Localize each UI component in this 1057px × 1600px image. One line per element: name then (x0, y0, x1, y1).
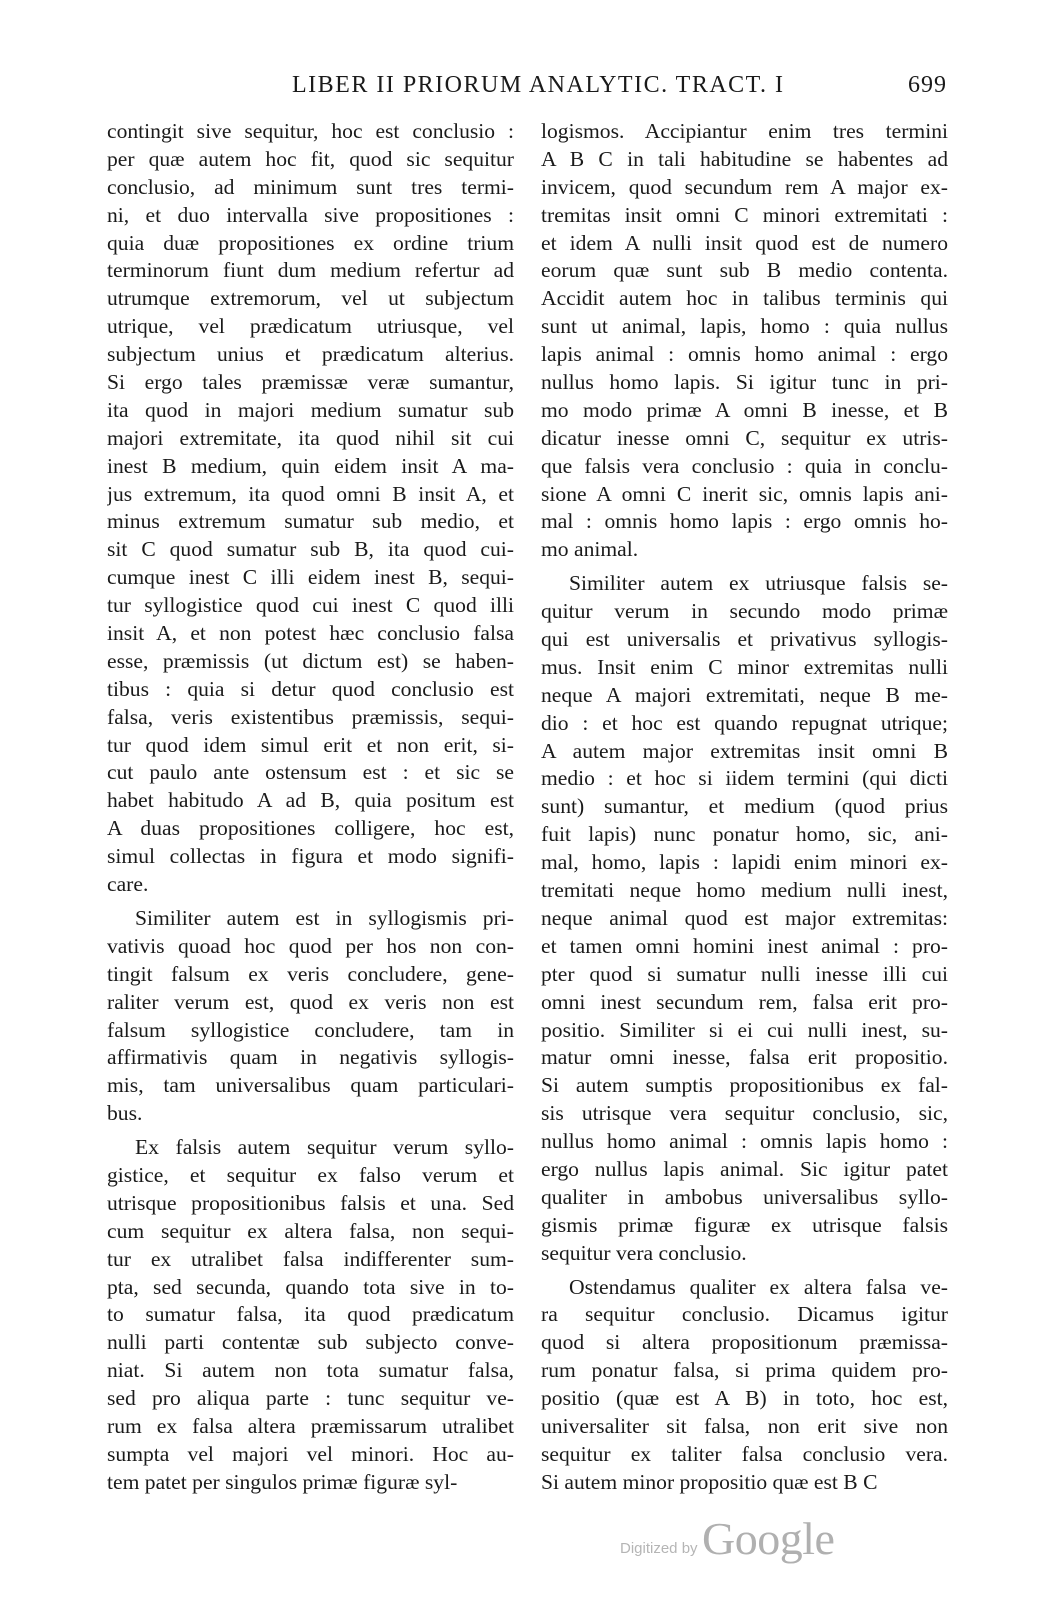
text-line: rum ponatur falsa, si prima quidem pro- (541, 1358, 948, 1383)
text-line: et idem A nulli insit quod est de numero (541, 230, 948, 255)
text-line: esse, præmissis (ut dictum est) se haben- (107, 648, 514, 673)
text-line: ita quod in majori medium sumatur sub (107, 397, 514, 422)
text-line: Si autem minor propositio quæ est B C (541, 1469, 878, 1494)
text-line: cumque inest C illi eidem inest B, sequi- (107, 565, 514, 590)
text-line: ergo nullus lapis animal. Sic igitur patet (541, 1156, 948, 1181)
text-line: qualiter in ambobus universalibus syllo- (541, 1184, 948, 1209)
page-header (0, 72, 1057, 108)
text-line: utrumque extremorum, vel ut subjectum (107, 286, 514, 311)
text-line: mo modo primæ A omni B inesse, et B (541, 397, 948, 422)
text-line: mal, homo, lapis : lapidi enim minori ex- (541, 850, 948, 875)
text-line: nullus homo animal : omnis lapis homo : (541, 1129, 948, 1154)
text-line: Si autem sumptis propositionibus ex fal- (541, 1073, 948, 1098)
text-line: mo animal. (541, 537, 639, 562)
text-line: sunt) sumantur, et medium (quod prius (541, 794, 948, 819)
text-line: tur ex utralibet falsa indifferenter sum- (107, 1246, 514, 1271)
text-line: vativis quoad hoc quod per hos non con- (107, 933, 514, 958)
text-line: neque A majori extremitati, neque B me- (541, 682, 948, 707)
text-line: tem patet per singulos primæ figuræ syl- (107, 1469, 458, 1494)
text-line: insit A, et non potest hæc conclusio falsa (107, 621, 514, 646)
text-line: fuit lapis) nunc ponatur homo, sic, ani- (541, 822, 948, 847)
text-line: majori extremitate, ita quod nihil sit cui (107, 425, 514, 450)
text-line: Accidit autem hoc in talibus terminis qui (541, 286, 948, 311)
text-line: niat. Si autem non tota sumatur falsa, (107, 1358, 514, 1383)
text-line: rum ex falsa altera præmissarum utralibet (107, 1413, 514, 1438)
text-line: sequitur ex taliter falsa conclusio vera. (541, 1441, 948, 1466)
text-line: Similiter autem est in syllogismis pri- (135, 905, 514, 930)
text-line: cut paulo ante ostensum est : et sic se (107, 760, 514, 785)
text-line: sumpta vel majori vel minori. Hoc au- (107, 1441, 514, 1466)
text-line: tremitati neque homo medium nulli inest, (541, 878, 948, 903)
text-line: contingit sive sequitur, hoc est conclusio : (107, 119, 514, 143)
text-line: pter quod si sumatur nulli inesse illi cui (541, 961, 948, 986)
text-line: eorum quæ sunt sub B medio contenta. (541, 258, 948, 283)
text-line: quitur verum in secundo modo primæ (541, 599, 948, 624)
text-line: mus. Insit enim C minor extremitas nulli (541, 654, 948, 679)
text-line: ni, et duo intervalla sive propositiones : (107, 202, 514, 227)
text-line: bus. (107, 1101, 143, 1126)
text-line: to sumatur falsa, ita quod prædicatum (107, 1302, 514, 1327)
text-line: Ex falsis autem sequitur verum syllo- (135, 1135, 514, 1160)
text-line: utrique, vel prædicatum utriusque, vel (107, 314, 514, 339)
text-line: inest B medium, quin eidem insit A ma- (107, 453, 514, 478)
text-line: cum sequitur ex altera falsa, non sequi- (107, 1218, 514, 1243)
text-line: quod si altera propositionum præmissa- (541, 1330, 948, 1355)
text-line: invicem, quod secundum rem A major ex- (541, 174, 948, 199)
text-line: gismis primæ figuræ ex utrisque falsis (541, 1212, 948, 1237)
text-line: pta, sed secunda, quando tota sive in to- (107, 1274, 514, 1299)
text-line: A duas propositiones colligere, hoc est, (107, 816, 514, 841)
text-line: neque animal quod est major extremitas: (541, 905, 948, 930)
text-line: affirmativis quam in negativis syllogis- (107, 1045, 514, 1070)
watermark-prefix: Digitized by (620, 1540, 698, 1557)
text-line: nullus homo lapis. Si igitur tunc in pri- (541, 370, 948, 395)
text-line: jus extremum, ita quod omni B insit A, et (107, 481, 514, 506)
text-line: terminorum fiunt dum medium refertur ad (107, 258, 514, 283)
text-line: sed pro aliqua parte : tunc sequitur ve- (107, 1386, 514, 1411)
text-line: care. (107, 872, 149, 897)
text-line: ra sequitur conclusio. Dicamus igitur (541, 1302, 948, 1327)
text-line: sione A omni C inerit sic, omnis lapis ani- (541, 481, 948, 506)
text-line: logismos. Accipiantur enim tres termini (541, 119, 948, 143)
running-title: LIBER II PRIORUM ANALYTIC. TRACT. I (292, 72, 785, 98)
digitization-watermark (620, 1512, 840, 1572)
text-line: conclusio, ad minimum sunt tres termi- (107, 174, 514, 199)
text-line: gistice, et sequitur ex falso verum et (107, 1162, 514, 1187)
text-line: tur quod idem simul erit et non erit, si- (107, 732, 514, 757)
text-line: tur syllogistice quod cui inest C quod illi (107, 593, 514, 618)
text-line: utrisque propositionibus falsis et una. Sed (107, 1190, 514, 1215)
text-line: mal : omnis homo lapis : ergo omnis ho- (541, 509, 948, 534)
text-line: positio. Similiter si ei cui nulli inest, su- (541, 1017, 948, 1042)
text-line: matur omni inesse, falsa erit propositio. (541, 1045, 948, 1070)
text-line: A B C in tali habitudine se habentes ad (541, 146, 948, 171)
text-line: tremitas insit omni C minori extremitati : (541, 202, 948, 227)
text-line: que falsis vera conclusio : quia in conclu- (541, 453, 948, 478)
text-line: lapis animal : omnis homo animal : ergo (541, 342, 948, 367)
text-line: simul collectas in figura et modo signifi- (107, 844, 514, 869)
text-line: Similiter autem ex utriusque falsis se- (569, 571, 948, 596)
text-line: falsum syllogistice concludere, tam in (107, 1017, 514, 1042)
text-line: falsa, veris existentibus præmissis, sequi- (107, 704, 514, 729)
text-line: omni inest secundum rem, falsa erit pro- (541, 989, 948, 1014)
text-line: positio (quæ est A B) in toto, hoc est, (541, 1386, 948, 1411)
text-line: Si ergo tales præmissæ veræ sumantur, (107, 370, 514, 395)
text-line: minus extremum sumatur sub medio, et (107, 509, 514, 534)
text-line: subjectum unius et prædicatum alterius. (107, 342, 514, 367)
text-line: dio : et hoc est quando repugnat utrique; (541, 710, 948, 735)
text-line: Ostendamus qualiter ex altera falsa ve- (569, 1274, 948, 1299)
text-line: raliter verum est, quod ex veris non est (107, 989, 514, 1014)
text-line: tingit falsum ex veris concludere, gene- (107, 961, 514, 986)
google-logo: Google (702, 1513, 835, 1564)
text-line: et tamen omni homini inest animal : pro- (541, 933, 948, 958)
text-line: sunt ut animal, lapis, homo : quia nullus (541, 314, 948, 339)
text-line: habet habitudo A ad B, quia positum est (107, 788, 514, 813)
text-line: A autem major extremitas insit omni B (541, 738, 948, 763)
text-line: quia duæ propositiones ex ordine trium (107, 230, 514, 255)
text-line: mis, tam universalibus quam particulari- (107, 1073, 514, 1098)
text-line: tibus : quia si detur quod conclusio est (107, 676, 514, 701)
page-number: 699 (908, 72, 947, 98)
text-line: medio : et hoc si iidem termini (qui dicti (541, 766, 948, 791)
text-line: nulli parti contentæ sub subjecto conve- (107, 1330, 514, 1355)
left-text-column (107, 118, 514, 1497)
text-line: sis utrisque vera sequitur conclusio, sic, (541, 1101, 948, 1126)
text-line: sit C quod sumatur sub B, ita quod cui- (107, 537, 514, 562)
right-text-column (541, 118, 948, 1497)
text-line: dicatur inesse omni C, sequitur ex utris- (541, 425, 948, 450)
text-line: per quæ autem hoc fit, quod sic sequitur (107, 146, 514, 171)
text-line: sequitur vera conclusio. (541, 1240, 747, 1265)
text-line: universaliter sit falsa, non erit sive non (541, 1413, 948, 1438)
text-line: qui est universalis et privativus syllogis- (541, 627, 948, 652)
